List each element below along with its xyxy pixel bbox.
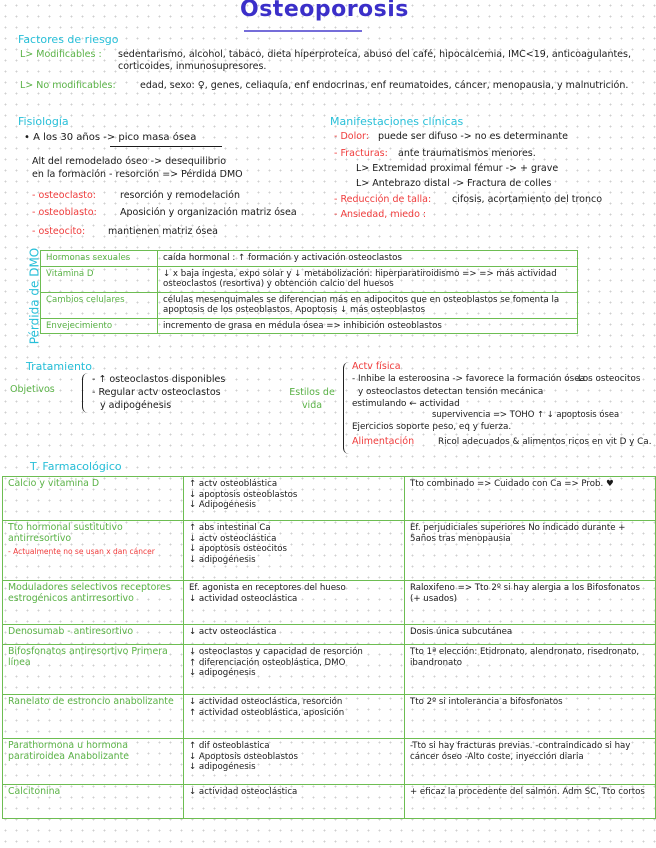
table-row — [3, 625, 656, 645]
objetivos-label: Objetivos — [10, 384, 55, 395]
perdida-dmo-vertical-label: Pérdida de DMO — [27, 247, 42, 345]
drug-name: Parathormona u hormona paratiroidea Anabolizante — [3, 739, 184, 785]
objetivo-3: y adipogénesis — [100, 400, 172, 411]
ansiedad-label: - Ansiedad, miedo : — [334, 209, 427, 220]
actv-line-1b: Los osteocitos — [578, 374, 641, 384]
drug-effects — [184, 695, 405, 739]
cause-label: Cambios celulares — [41, 292, 158, 318]
drug-name: Bifosfonatos antiresortivo Primera línea — [3, 645, 184, 695]
actv-line-3b: supervivencia => TOHO ↑ ↓ apoptosis ósea — [432, 409, 620, 419]
actv-line-2: y osteoclastos detectan tensión mecánica — [358, 387, 544, 397]
effect-line: ↓ actividad osteoclástica — [189, 787, 298, 797]
table-row — [3, 581, 656, 625]
fisiologia-line1: • A los 30 años -> pico masa ósea — [24, 132, 197, 143]
cause-text: incremento de grasa en médula ósea => inhibición osteoblastos — [158, 318, 578, 334]
drug-name — [3, 477, 184, 521]
effect-line: Ef. agonista en receptores del hueso — [189, 583, 346, 593]
drug-notes: Ef. perjudiciales superiores No indicado durante + 5años tras menopausia — [405, 521, 656, 581]
drug-effects — [184, 521, 405, 581]
effect-line: ↓ actv osteoclástica — [189, 533, 277, 544]
fractura-femur: L> Extremidad proximal fémur -> + grave — [356, 163, 559, 174]
effect-line: ↓ actv osteoclástica — [189, 627, 277, 637]
perdida-dmo-table — [40, 250, 578, 334]
drug-effects — [184, 645, 405, 695]
effect-line: ↓ apoptosis osteocitos — [189, 544, 287, 554]
objetivo-1: - ↑ osteoclastos disponibles — [92, 374, 226, 385]
effect-line: ↓ adipogénesis — [189, 762, 256, 772]
drug-warning: - Actualmente no se usan x dan cáncer — [8, 547, 155, 556]
manifestaciones-heading: Manifestaciones clínicas — [330, 115, 464, 128]
drug-effects — [184, 739, 405, 785]
actv-line-3: estimulando ← actividad — [352, 399, 460, 409]
fracturas-label: - Fracturas: — [334, 148, 388, 159]
effect-line: ↓ osteoclastos y capacidad de resorción — [189, 647, 363, 657]
effect-line: ↓ adipogénesis — [189, 668, 256, 678]
fracturas-text: ante traumatismos menores. — [398, 148, 536, 159]
estilos-vida-label: Estilos de vida — [289, 387, 335, 411]
fisiologia-heading: Fisiología — [18, 115, 69, 128]
drug-effects — [184, 581, 405, 625]
drug-name: Calcitonina — [3, 785, 184, 819]
factores-heading: Factores de riesgo — [18, 33, 119, 46]
tratamiento-heading: Tratamiento — [26, 360, 92, 373]
cause-label: Hormonas sexuales — [41, 251, 158, 267]
drug-effects — [184, 785, 405, 819]
modificables-text: sedentarismo, alcohol, tabaco, dieta hiperproteica, abuso del café, hipocalcemia, IMC<19, anticoagulantes, corticoides, inmunosupresores. — [118, 49, 631, 72]
table-row — [3, 521, 656, 581]
drug-name: Moduladores selectivos receptores estrogénicos antirresortivo — [3, 581, 184, 625]
effect-line: ↓ Adipogénesis — [189, 500, 257, 510]
effect-line: ↑ actividad osteoblástica, aposición — [189, 707, 345, 718]
effect-line: ↑ dif osteoblastica — [189, 741, 270, 751]
fisiologia-line2: Alt del remodelado óseo -> desequilibrio — [32, 156, 227, 167]
osteoblasto-label: - osteoblasto: — [32, 207, 97, 218]
page-title: Osteoporosis — [240, 0, 409, 22]
alimentacion-label: Alimentación — [352, 436, 415, 447]
table-row — [41, 318, 578, 334]
title-underline — [244, 30, 362, 32]
drug-notes: Tto combinado => Cuidado con Ca => Prob. ♥ — [405, 477, 656, 521]
effect-line: ↑ diferenciación osteoblástica, DMO — [189, 657, 346, 668]
talla-text: cifosis, acortamiento del tronco — [452, 194, 603, 205]
cause-text: células mesenquimales se diferencian más en adipocitos que en osteoblastos se fomenta la apoptosis de los osteoblastos. Apoptosis ↓ más osteoblastos — [158, 292, 578, 318]
effect-line: ↓ adipogénesis — [189, 554, 256, 565]
cause-label: Vitamina D — [41, 266, 158, 292]
effect-line: ↑ actv osteoblástica — [189, 479, 278, 489]
osteoclasto-label: - osteoclasto: — [32, 190, 96, 201]
drug-name: Denosumab - antiresortivo — [3, 625, 184, 645]
osteoclasto-text: resorción y remodelación — [120, 190, 240, 201]
drug-notes: Tto 2º si intolerancia a bifosfonatos — [405, 695, 656, 739]
effect-line: ↓ Apoptosis osteoblastos — [189, 751, 299, 762]
drug-effects — [184, 625, 405, 645]
table-row — [3, 695, 656, 739]
actv-line-4: Ejercicios soporte peso, eq y fuerza. — [352, 422, 512, 432]
alimentacion-text: Ricol adecuados & alimentos ricos en vit D y Ca. — [438, 437, 652, 447]
no-modificables-text: edad, sexo: ♀, genes, celiaquía, enf endocrinas, enf reumatoides, cáncer, menopausia, y malnutrición. — [140, 80, 629, 91]
dolor-text: puede ser difuso -> no es determinante — [378, 131, 568, 142]
effect-line: ↓ actividad osteoclástica — [189, 593, 298, 604]
drug-notes: Dosis única subcutánea — [405, 625, 656, 645]
drug-notes: Raloxifeno => Tto 2º si hay alergia a los Bifosfonatos (+ usados) — [405, 581, 656, 625]
estilos-brace — [343, 362, 350, 454]
fractura-antebrazo: L> Antebrazo distal -> Fractura de colles — [356, 178, 552, 189]
actv-fisica-label: Actv física — [352, 361, 401, 372]
actv-line-1: - Inhibe la esteroosina -> favorece la formación ósea — [352, 374, 586, 384]
osteoblasto-text: Aposición y organización matriz ósea — [120, 207, 297, 218]
table-row — [3, 645, 656, 695]
drug-notes: -Tto si hay fracturas previas. -contraindicado si hay cáncer óseo -Alto coste, inyección diaria — [405, 739, 656, 785]
talla-label: - Reducción de talla: — [334, 194, 432, 205]
drug-name: Ranelato de estroncio anabolizante — [3, 695, 184, 739]
fisiologia-line1-underline — [110, 146, 222, 147]
objetivos-brace — [82, 373, 89, 413]
osteocito-label: - osteocito: — [32, 226, 86, 237]
drug-notes: + eficaz la procedente del salmón. Adm SC, Tto cortos — [405, 785, 656, 819]
effect-line: ↓ actividad osteoclástica, resorción — [189, 697, 343, 707]
drug-name-text: Tto hormonal sustitutivo antirresortivo — [8, 522, 123, 544]
fisiologia-line3: en la formación - resorción => Pérdida DMO — [32, 169, 243, 180]
drug-effects — [184, 477, 405, 521]
effect-line: ↑ abs intestinal Ca — [189, 523, 271, 533]
drug-name — [3, 521, 184, 581]
drug-name-text: Calcio y vitamina D — [8, 478, 100, 489]
cause-label: Envejecimiento — [41, 318, 158, 334]
objetivo-2: - Regular actv osteoclastos — [92, 387, 221, 398]
table-row — [3, 739, 656, 785]
table-row — [3, 785, 656, 819]
cause-text: ↓ x baja ingesta, expo solar y ↓ metabolización: hiperparatiroidismo => => más actividad osteoclastos (resortiva) y obtención calcio del huesos — [158, 266, 578, 292]
cause-text: caída hormonal : ↑ formación y activación osteoclastos — [158, 251, 578, 267]
farmacologico-heading: T. Farmacológico — [30, 460, 122, 473]
osteocito-text: mantienen matriz ósea — [108, 226, 218, 237]
table-row — [3, 477, 656, 521]
effect-line: ↓ apoptosis osteoblastos — [189, 489, 298, 500]
no-modificables-label: L> No modificables: — [20, 80, 116, 91]
modificables-label: L> Modificables : — [20, 49, 102, 60]
table-row — [41, 251, 578, 267]
farmacologico-table — [2, 476, 656, 819]
drug-notes: Tto 1ª elección: Etidronato, alendronato, risedronato, ibandronato — [405, 645, 656, 695]
table-row — [41, 266, 578, 292]
dolor-label: - Dolor: — [334, 131, 369, 142]
table-row — [41, 292, 578, 318]
